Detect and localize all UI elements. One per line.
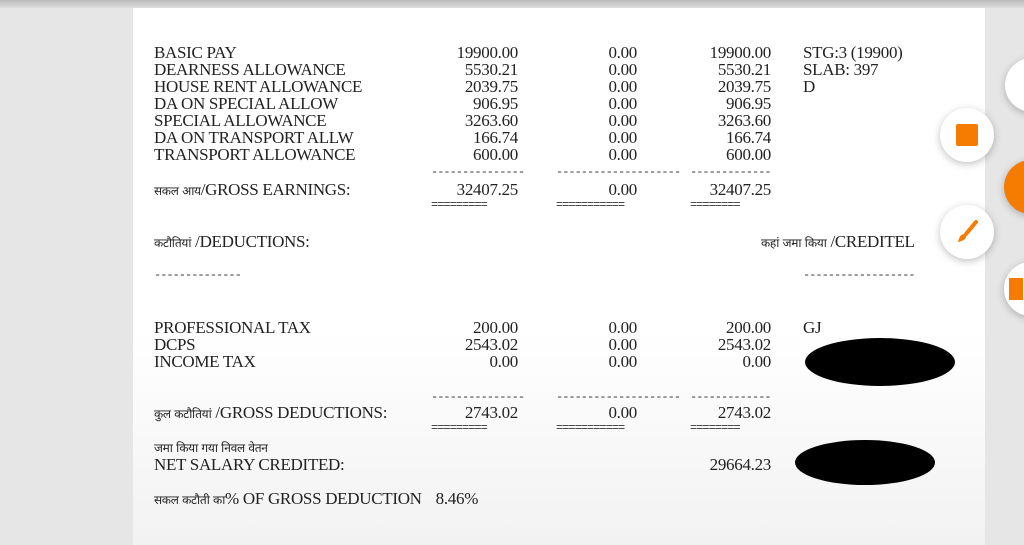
- earnings-c2: 0.00: [608, 43, 637, 62]
- gross-earnings-label: [154, 181, 350, 200]
- separator: ========: [690, 198, 740, 212]
- deductions-label: DCPS: [154, 335, 196, 354]
- earnings-label: BASIC PAY: [154, 43, 237, 62]
- earnings-c3: 5530.21: [717, 60, 771, 79]
- earnings-c1: 19900.00: [456, 43, 518, 62]
- earnings-c2: 0.00: [608, 60, 637, 79]
- hindi-label: सकल आय: [154, 184, 201, 198]
- earnings-label: TRANSPORT ALLOWANCE: [154, 145, 356, 164]
- deductions-c3: 200.00: [726, 318, 771, 337]
- deductions-c2: 0.00: [608, 335, 637, 354]
- earnings-label: DA ON TRANSPORT ALLW: [154, 128, 354, 147]
- separator: =========: [431, 198, 487, 212]
- earnings-c2: 0.00: [608, 111, 637, 130]
- deductions-c2: 0.00: [608, 352, 637, 371]
- hindi-label: सकल कटौती का: [154, 493, 226, 507]
- draw-button[interactable]: [940, 205, 994, 259]
- gross-deductions-c3: 2743.02: [717, 403, 771, 422]
- earnings-label: HOUSE RENT ALLOWANCE: [154, 77, 363, 96]
- percent-value: 8.46%: [435, 489, 479, 508]
- separator: --------------: [154, 268, 241, 282]
- earnings-label: DEARNESS ALLOWANCE: [154, 60, 346, 79]
- hindi-label: कटौतियां: [154, 236, 192, 250]
- separator: ---------------: [431, 390, 525, 404]
- hindi-label: कुल कटौतियां: [154, 407, 212, 421]
- gross-earnings-c2: 0.00: [608, 180, 637, 199]
- earnings-label: DA ON SPECIAL ALLOW: [154, 94, 338, 113]
- earnings-c1: 600.00: [473, 145, 518, 164]
- deductions-c1: 2543.02: [464, 335, 518, 354]
- earnings-note: STG:3 (19900): [803, 43, 903, 62]
- floating-button[interactable]: [1005, 58, 1024, 112]
- redaction: [805, 338, 955, 386]
- earnings-c3: 600.00: [726, 145, 771, 164]
- separator: ===========: [556, 421, 625, 435]
- earnings-c1: 166.74: [473, 128, 518, 147]
- separator: ===========: [556, 198, 625, 212]
- floating-button[interactable]: [1004, 262, 1024, 316]
- gross-deductions-label: [154, 404, 387, 423]
- gross-earnings-c1: 32407.25: [456, 180, 518, 199]
- earnings-c1: 5530.21: [464, 60, 518, 79]
- english-label: % OF GROSS DEDUCTION: [225, 489, 422, 508]
- deductions-c3: 2543.02: [717, 335, 771, 354]
- separator: --------------------: [556, 165, 681, 179]
- deductions-c1: 0.00: [489, 352, 518, 371]
- deductions-c3: 0.00: [742, 352, 771, 371]
- earnings-c3: 166.74: [726, 128, 771, 147]
- english-label: /GROSS EARNINGS:: [200, 180, 351, 199]
- earnings-label: SPECIAL ALLOWANCE: [154, 111, 327, 130]
- separator: ---------------: [431, 165, 525, 179]
- english-label: /GROSS DEDUCTIONS:: [211, 403, 388, 422]
- earnings-c2: 0.00: [608, 145, 637, 164]
- net-salary-label: NET SALARY CREDITED:: [154, 455, 345, 474]
- stop-button[interactable]: [940, 108, 994, 162]
- gross-earnings-c3: 32407.25: [709, 180, 771, 199]
- deductions-c1: 200.00: [473, 318, 518, 337]
- earnings-c3: 906.95: [726, 94, 771, 113]
- separator: ========: [690, 421, 740, 435]
- earnings-note: D: [803, 77, 815, 96]
- deductions-heading: [154, 233, 310, 252]
- separator: --------------------: [556, 390, 681, 404]
- square-icon: [1009, 278, 1023, 300]
- percent-deduction: [154, 490, 478, 509]
- earnings-c2: 0.00: [608, 128, 637, 147]
- earnings-c3: 19900.00: [709, 43, 771, 62]
- earnings-c2: 0.00: [608, 77, 637, 96]
- net-salary-hindi: जमा किया गया निवल वेतन: [154, 441, 268, 455]
- gross-deductions-c2: 0.00: [608, 403, 637, 422]
- english-label: /CREDITEL: [826, 232, 915, 251]
- brush-icon: [954, 219, 980, 245]
- credited-heading: [761, 233, 915, 252]
- earnings-c1: 3263.60: [464, 111, 518, 130]
- redaction: [795, 440, 935, 485]
- separator: =========: [431, 421, 487, 435]
- earnings-c1: 906.95: [473, 94, 518, 113]
- hindi-label: कहां जमा किया: [761, 236, 827, 250]
- deductions-label: PROFESSIONAL TAX: [154, 318, 311, 337]
- top-bar: [0, 0, 1024, 8]
- separator: -------------: [690, 165, 771, 179]
- record-button[interactable]: [1004, 160, 1024, 214]
- net-salary-value: 29664.23: [709, 455, 771, 474]
- gross-deductions-c1: 2743.02: [464, 403, 518, 422]
- separator: ------------------: [803, 268, 915, 282]
- earnings-c3: 2039.75: [717, 77, 771, 96]
- earnings-c3: 3263.60: [717, 111, 771, 130]
- deductions-c2: 0.00: [608, 318, 637, 337]
- english-label: /DEDUCTIONS:: [191, 232, 310, 251]
- separator: -------------: [690, 390, 771, 404]
- earnings-c1: 2039.75: [464, 77, 518, 96]
- square-icon: [956, 124, 978, 146]
- deductions-note: GJ: [803, 318, 822, 337]
- deductions-label: INCOME TAX: [154, 352, 256, 371]
- earnings-c2: 0.00: [608, 94, 637, 113]
- earnings-note: SLAB: 397: [803, 60, 879, 79]
